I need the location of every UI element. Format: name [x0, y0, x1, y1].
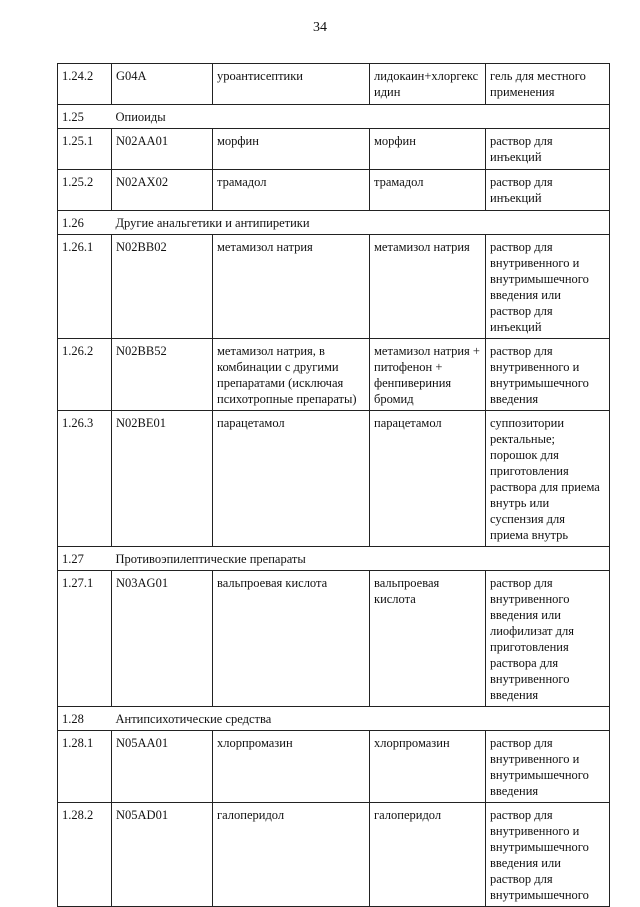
section-title: Противоэпилептические препараты — [112, 547, 610, 571]
table-row — [58, 731, 610, 803]
section-number: 1.28 — [58, 707, 112, 731]
dosage-form: раствор для внутривенного и внутримышечного введения или раствор для инъекций — [486, 235, 610, 339]
table-row — [58, 64, 610, 105]
table-body — [58, 64, 610, 907]
pharmacological-group: морфин — [213, 129, 370, 170]
row-number: 1.28.2 — [58, 803, 112, 907]
dosage-form: раствор для внутривенного и внутримышечного введения или раствор для внутримышечного — [486, 803, 610, 907]
row-number: 1.26.2 — [58, 339, 112, 411]
section-title: Антипсихотические средства — [112, 707, 610, 731]
dosage-form: раствор для внутривенного и внутримышечного введения — [486, 339, 610, 411]
row-number: 1.27.1 — [58, 571, 112, 707]
atc-code: N05AA01 — [112, 731, 213, 803]
pharmacological-group: галоперидол — [213, 803, 370, 907]
dosage-form: раствор для внутривенного введения или лиофилизат для приготовления раствора для внутривенного введения — [486, 571, 610, 707]
active-substance: трамадол — [370, 170, 486, 211]
active-substance: метамизол натрия + питофенон + фенпивериния бромид — [370, 339, 486, 411]
atc-code: G04A — [112, 64, 213, 105]
active-substance: парацетамол — [370, 411, 486, 547]
medication-table — [57, 63, 610, 907]
active-substance: хлорпромазин — [370, 731, 486, 803]
pharmacological-group: парацетамол — [213, 411, 370, 547]
section-row — [58, 547, 610, 571]
dosage-form: гель для местного применения — [486, 64, 610, 105]
dosage-form: раствор для инъекций — [486, 129, 610, 170]
section-row — [58, 707, 610, 731]
pharmacological-group: уроантисептики — [213, 64, 370, 105]
pharmacological-group: метамизол натрия — [213, 235, 370, 339]
pharmacological-group: вальпроевая кислота — [213, 571, 370, 707]
table-row — [58, 170, 610, 211]
row-number: 1.26.3 — [58, 411, 112, 547]
table-row — [58, 571, 610, 707]
dosage-form: раствор для инъекций — [486, 170, 610, 211]
active-substance: вальпроевая кислота — [370, 571, 486, 707]
active-substance: морфин — [370, 129, 486, 170]
atc-code: N03AG01 — [112, 571, 213, 707]
table-row — [58, 411, 610, 547]
section-number: 1.27 — [58, 547, 112, 571]
pharmacological-group: трамадол — [213, 170, 370, 211]
row-number: 1.25.2 — [58, 170, 112, 211]
section-title: Опиоиды — [112, 105, 610, 129]
table-row — [58, 129, 610, 170]
row-number: 1.26.1 — [58, 235, 112, 339]
atc-code: N05AD01 — [112, 803, 213, 907]
atc-code: N02BE01 — [112, 411, 213, 547]
section-row — [58, 105, 610, 129]
dosage-form: суппозитории ректальные; порошок для приготовления раствора для приема внутрь или суспензия для приема внутрь — [486, 411, 610, 547]
section-number: 1.26 — [58, 211, 112, 235]
row-number: 1.28.1 — [58, 731, 112, 803]
table-row — [58, 339, 610, 411]
active-substance: галоперидол — [370, 803, 486, 907]
atc-code: N02BB02 — [112, 235, 213, 339]
active-substance: лидокаин+хлоргексидин — [370, 64, 486, 105]
atc-code: N02AA01 — [112, 129, 213, 170]
table-row — [58, 235, 610, 339]
section-title: Другие анальгетики и антипиретики — [112, 211, 610, 235]
atc-code: N02AX02 — [112, 170, 213, 211]
section-number: 1.25 — [58, 105, 112, 129]
section-row — [58, 211, 610, 235]
pharmacological-group: хлорпромазин — [213, 731, 370, 803]
row-number: 1.24.2 — [58, 64, 112, 105]
active-substance: метамизол натрия — [370, 235, 486, 339]
row-number: 1.25.1 — [58, 129, 112, 170]
pharmacological-group: метамизол натрия, в комбинации с другими препаратами (исключая психотропные препараты) — [213, 339, 370, 411]
page-number: 34 — [313, 20, 327, 35]
atc-code: N02BB52 — [112, 339, 213, 411]
table-row — [58, 803, 610, 907]
dosage-form: раствор для внутривенного и внутримышечного введения — [486, 731, 610, 803]
